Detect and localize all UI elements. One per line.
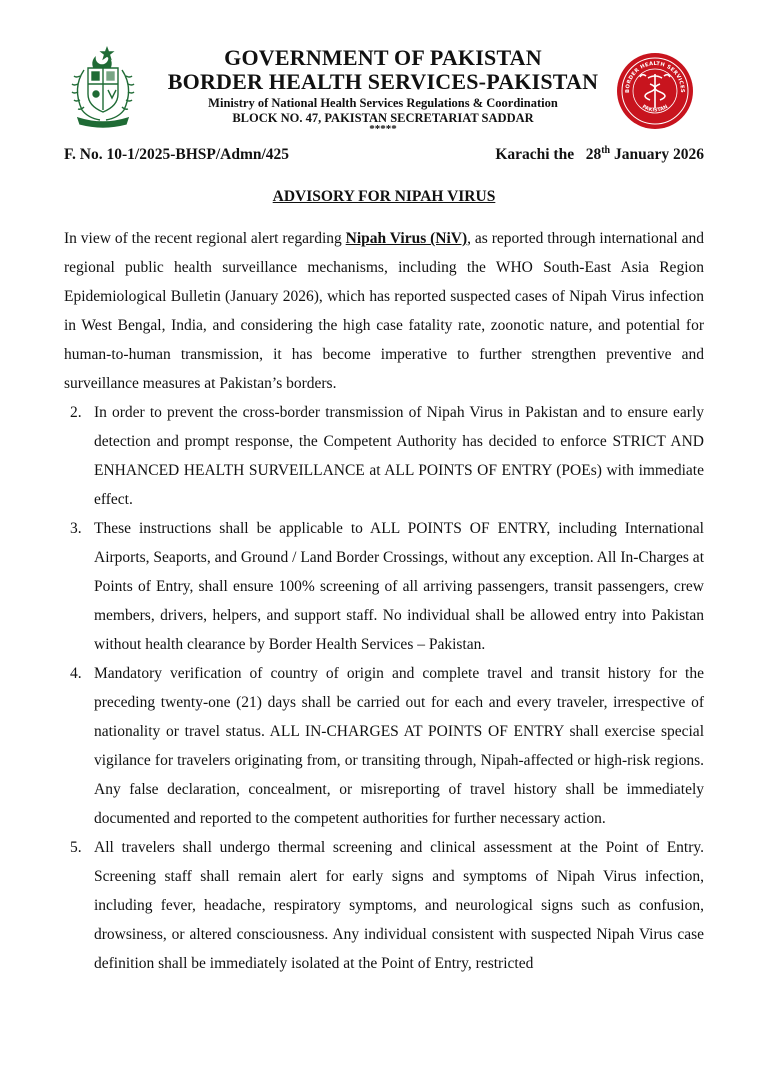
letterhead [150, 46, 616, 134]
intro-paragraph [64, 224, 704, 398]
intro-text-after: , as reported through international and regional public health surveillance mechanisms, including the WHO South-East Asia Region Epidemiological Bulletin (January 2026), which has reported suspected cases of Nipah Virus infection in West Bengal, India, and considering the high case fatality rate, zoonotic nature, and potential for human-to-human transmission, it has become imperative to further strengthen preventive and surveillance measures at Pakistan’s borders. [64, 230, 704, 392]
intro-text-before: In view of the recent regional alert regarding [64, 230, 346, 247]
letter-date [495, 146, 704, 164]
document-body [64, 224, 704, 978]
intro-highlight: Nipah Virus (NiV) [345, 230, 468, 247]
seal-top-text: BORDER HEALTH SERVICES [624, 60, 686, 93]
numbered-item [64, 514, 704, 659]
border-health-seal-icon [616, 52, 694, 130]
ministry-name: Ministry of National Health Services Regulations & Coordination [208, 96, 558, 110]
item-number: 2. [70, 404, 82, 421]
file-number: F. No. 10-1/2025-BHSP/Admn/425 [64, 146, 290, 163]
date-day-suffix: th [601, 145, 611, 156]
item-text: These instructions shall be applicable to ALL POINTS OF ENTRY, including International Airports, Seaports, and Ground / Land Border Crossings, without any exception. All In-Charges at Points of Entry, shall ensure 100% screening of all arriving passengers, transit passengers, crew members, drivers, helpers, and support staff. No individual shall be allowed entry into Pakistan without health clearance by Border Health Services – Pakistan. [94, 520, 704, 653]
date-day: 28 [585, 146, 602, 163]
numbered-item [64, 833, 704, 978]
state-emblem-icon [62, 44, 144, 128]
document-title: ADVISORY FOR NIPAH VIRUS [272, 188, 496, 205]
item-number: 3. [70, 520, 82, 537]
item-text: Mandatory verification of country of origin and complete travel and transit history for the preceding twenty-one (21) days shall be carried out for each and every traveler, irrespective of nationality or travel status. ALL IN-CHARGES AT POINTS OF ENTRY shall exercise special vigilance for travelers originating from, or transiting through, Nipah-affected or high-risk regions. Any false declaration, concealment, or misreporting of travel history shall be immediately documented and reported to the competent authorities for further necessary action. [94, 665, 704, 827]
seal-bottom-text: PAKISTAN [640, 103, 669, 114]
government-title: GOVERNMENT OF PAKISTAN [224, 45, 542, 70]
item-number: 5. [70, 839, 82, 856]
date-month-year: January 2026 [614, 146, 704, 163]
date-city: Karachi the [495, 146, 575, 163]
item-text: In order to prevent the cross-border transmission of Nipah Virus in Pakistan and to ensure early detection and prompt response, the Competent Authority has decided to enforce STRICT AND ENHANCED HEALTH SURVEILLANCE at ALL POINTS OF ENTRY (POEs) with immediate effect. [94, 404, 704, 508]
item-number: 4. [70, 665, 82, 682]
separator-stars: ***** [369, 123, 397, 135]
department-title: BORDER HEALTH SERVICES-PAKISTAN [167, 69, 599, 94]
item-text: All travelers shall undergo thermal screening and clinical assessment at the Point of Entry. Screening staff shall remain alert for early signs and symptoms of Nipah Virus infection, including fever, headache, respiratory symptoms, and neurological signs such as confusion, drowsiness, or altered consciousness. Any individual consistent with suspected Nipah Virus case definition shall be immediately isolated at the Point of Entry, restricted [94, 839, 704, 972]
numbered-item [64, 398, 704, 514]
numbered-item [64, 659, 704, 833]
office-address: BLOCK NO. 47, PAKISTAN SECRETARIAT SADDAR [232, 111, 534, 125]
reference-line [64, 146, 704, 166]
